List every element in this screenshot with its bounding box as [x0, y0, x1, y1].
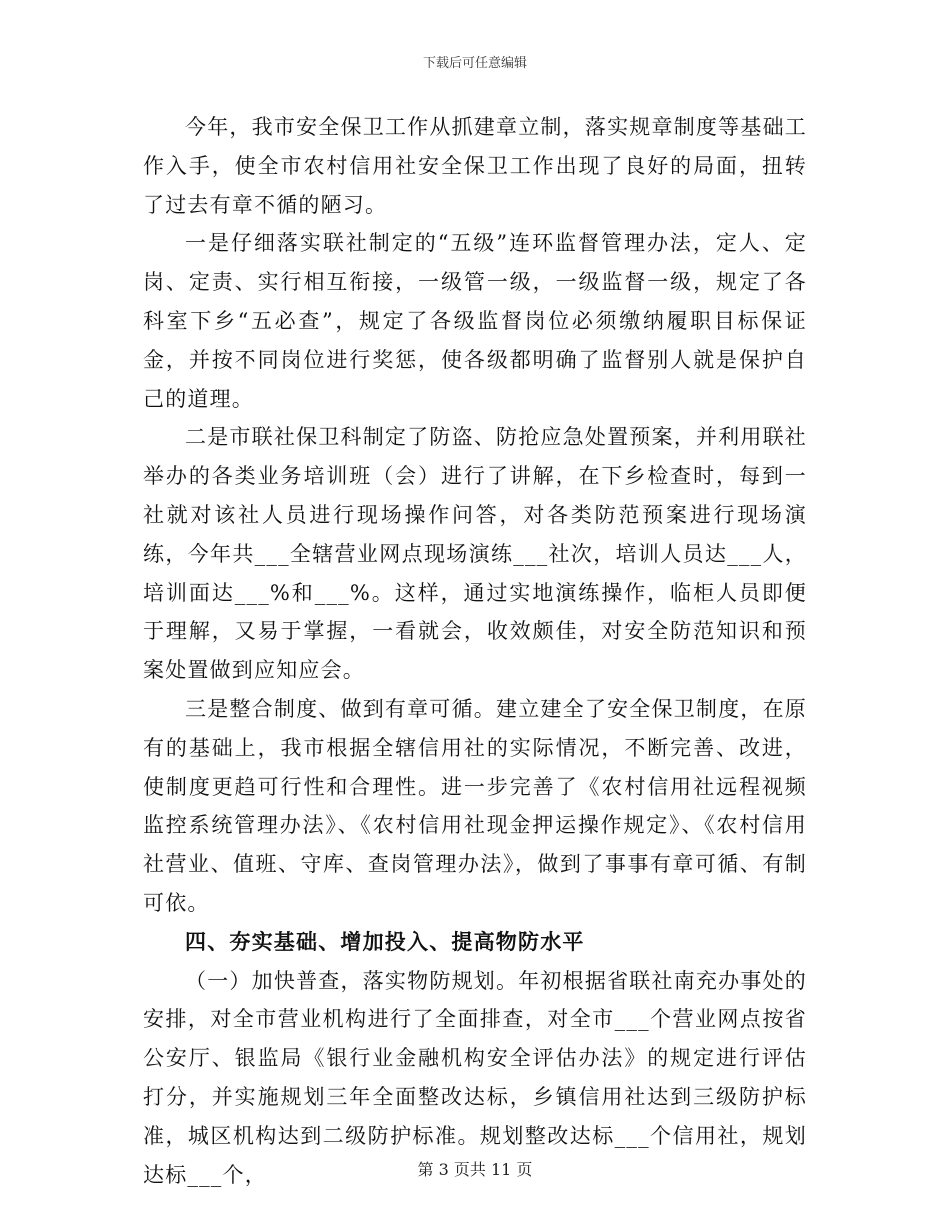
section-heading: 四、夯实基础、增加投入、提高物防水平	[185, 929, 585, 954]
paragraph-subsection-one: （一）加快普查，落实物防规划。年初根据省联社南充办事处的安排，对全市营业机构进行了全面排查，对全市___个营业网点按省公安厅、银监局《银行业金融机构安全评估办法》的规定进行评估打分，并实施规划三年全面整改达标，乡镇信用社达到三级防护标准，城区机构达到二级防护标准。规划整改达标___个信用社，规划达标___个，	[143, 968, 807, 1187]
document-body	[143, 108, 807, 1194]
page-header: 下载后可任意编辑	[422, 56, 527, 71]
paragraph-point-two: 二是市联社保卫科制定了防盗、防抢应急处置预案，并利用联社举办的各类业务培训班（会）进行了讲解，在下乡检查时，每到一社就对该社人员进行现场操作问答，对各类防范预案进行现场演练，今年共___全辖营业网点现场演练___社次，培训人员达___人，培训面达___%和___%。这样，通过实地演练操作，临柜人员即便于理解，又易于掌握，一看就会，收效颇佳，对安全防范知识和预案处置做到应知应会。	[143, 425, 807, 683]
page-footer: 第 3 页共 11 页	[417, 1160, 533, 1179]
paragraph-intro: 今年，我市安全保卫工作从抓建章立制，落实规章制度等基础工作入手，使全市农村信用社安全保卫工作出现了良好的局面，扭转了过去有章不循的陋习。	[143, 115, 807, 217]
paragraph-point-one: 一是仔细落实联社制定的“五级”连环监督管理办法，定人、定岗、定责、实行相互衔接，一级管一级，一级监督一级，规定了各科室下乡“五必查”，规定了各级监督岗位必须缴纳履职目标保证金，并按不同岗位进行奖惩，使各级都明确了监督别人就是保护自己的道理。	[143, 231, 807, 411]
paragraph-point-three: 三是整合制度、做到有章可循。建立建全了安全保卫制度，在原有的基础上，我市根据全辖信用社的实际情况，不断完善、改进，使制度更趋可行性和合理性。进一步完善了《农村信用社远程视频监控系统管理办法》、《农村信用社现金押运操作规定》、《农村信用社营业、值班、守库、查岗管理办法》，做到了事事有章可循、有制可依。	[143, 696, 807, 915]
